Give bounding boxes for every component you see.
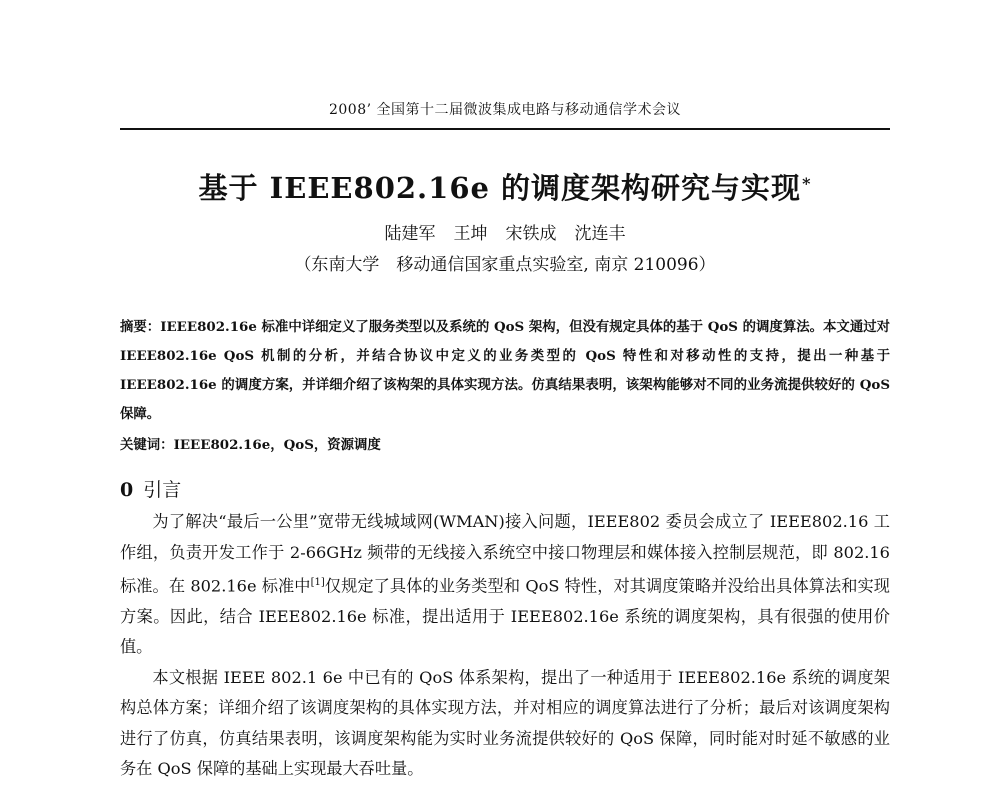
keywords-text: IEEE802.16e，QoS，资源调度 [173, 437, 381, 453]
author-name: 沈连丰 [574, 224, 626, 244]
paragraph: 本文根据 IEEE 802.1 6e 中已有的 QoS 体系架构，提出了一种适用于 IEEE802.16e 系统的调度架构总体方案；详细介绍了该调度架构的具体实现方法，并对相应的调度算法进行了分析；最后对该调度架构进行了仿真，仿真结果表明，该调度架构能为实时业务流提供较好的 QoS 保障，同时能对时延不敏感的业务在 QoS 保障的基础上实现最大吞吐量。 [120, 667, 890, 779]
title-footnote-mark: * [802, 174, 812, 193]
citation-ref: [1] [310, 577, 325, 588]
title-text: 基于 IEEE802.16e 的调度架构研究与实现 [198, 171, 802, 205]
keywords-label: 关键词： [120, 437, 174, 453]
running-header: 2008’ 全国第十二届微波集成电路与移动通信学术会议 [328, 102, 682, 118]
section-number: 0 [120, 479, 134, 501]
paragraph [120, 507, 890, 663]
header-rule [120, 128, 890, 130]
author-name: 宋铁成 [505, 224, 557, 244]
paper-title [120, 168, 890, 208]
keywords [120, 433, 890, 457]
affiliation: （东南大学 移动通信国家重点实验室, 南京 210096） [294, 255, 716, 275]
author-name: 陆建军 [384, 224, 436, 244]
section-heading [120, 476, 890, 504]
paragraph-text: 仅规定了具体的业务类型和 QoS 特性，对其调度策略并没给出具体算法和实现方案。因此，结合 IEEE802.16e 标准，提出适用于 IEEE802.16e 系统的调度架构，具有很强的使用价值。 [120, 576, 890, 657]
author-list [120, 222, 890, 246]
abstract-label: 摘要： [120, 319, 161, 335]
abstract [120, 313, 890, 429]
section-title: 引言 [143, 479, 182, 501]
abstract-text: IEEE802.16e 标准中详细定义了服务类型以及系统的 QoS 架构，但没有规定具体的基于 QoS 的调度算法。本文通过对 IEEE802.16e QoS 机制的分析，并结合协议中定义的业务类型的 QoS 特性和对移动性的支持，提出一种基于 IEEE802.16e 的调度方案，并详细介绍了该构架的具体实现方法。仿真结果表明，该架构能够对不同的业务流提供较好的 QoS 保障。 [120, 319, 891, 422]
body-text [120, 507, 890, 785]
paragraph-text: 为了解决“最后一公里”宽带无线城域网(WMAN)接入问题，IEEE802 委员会成立了 IEEE802.16 工作组，负责开发工作于 2-66GHz 频带的无线接入系统空中接口物理层和媒体接入控制层规范，即 802.16 标准。在 802.16e 标准中 [120, 512, 890, 596]
author-name: 王坤 [453, 224, 488, 244]
